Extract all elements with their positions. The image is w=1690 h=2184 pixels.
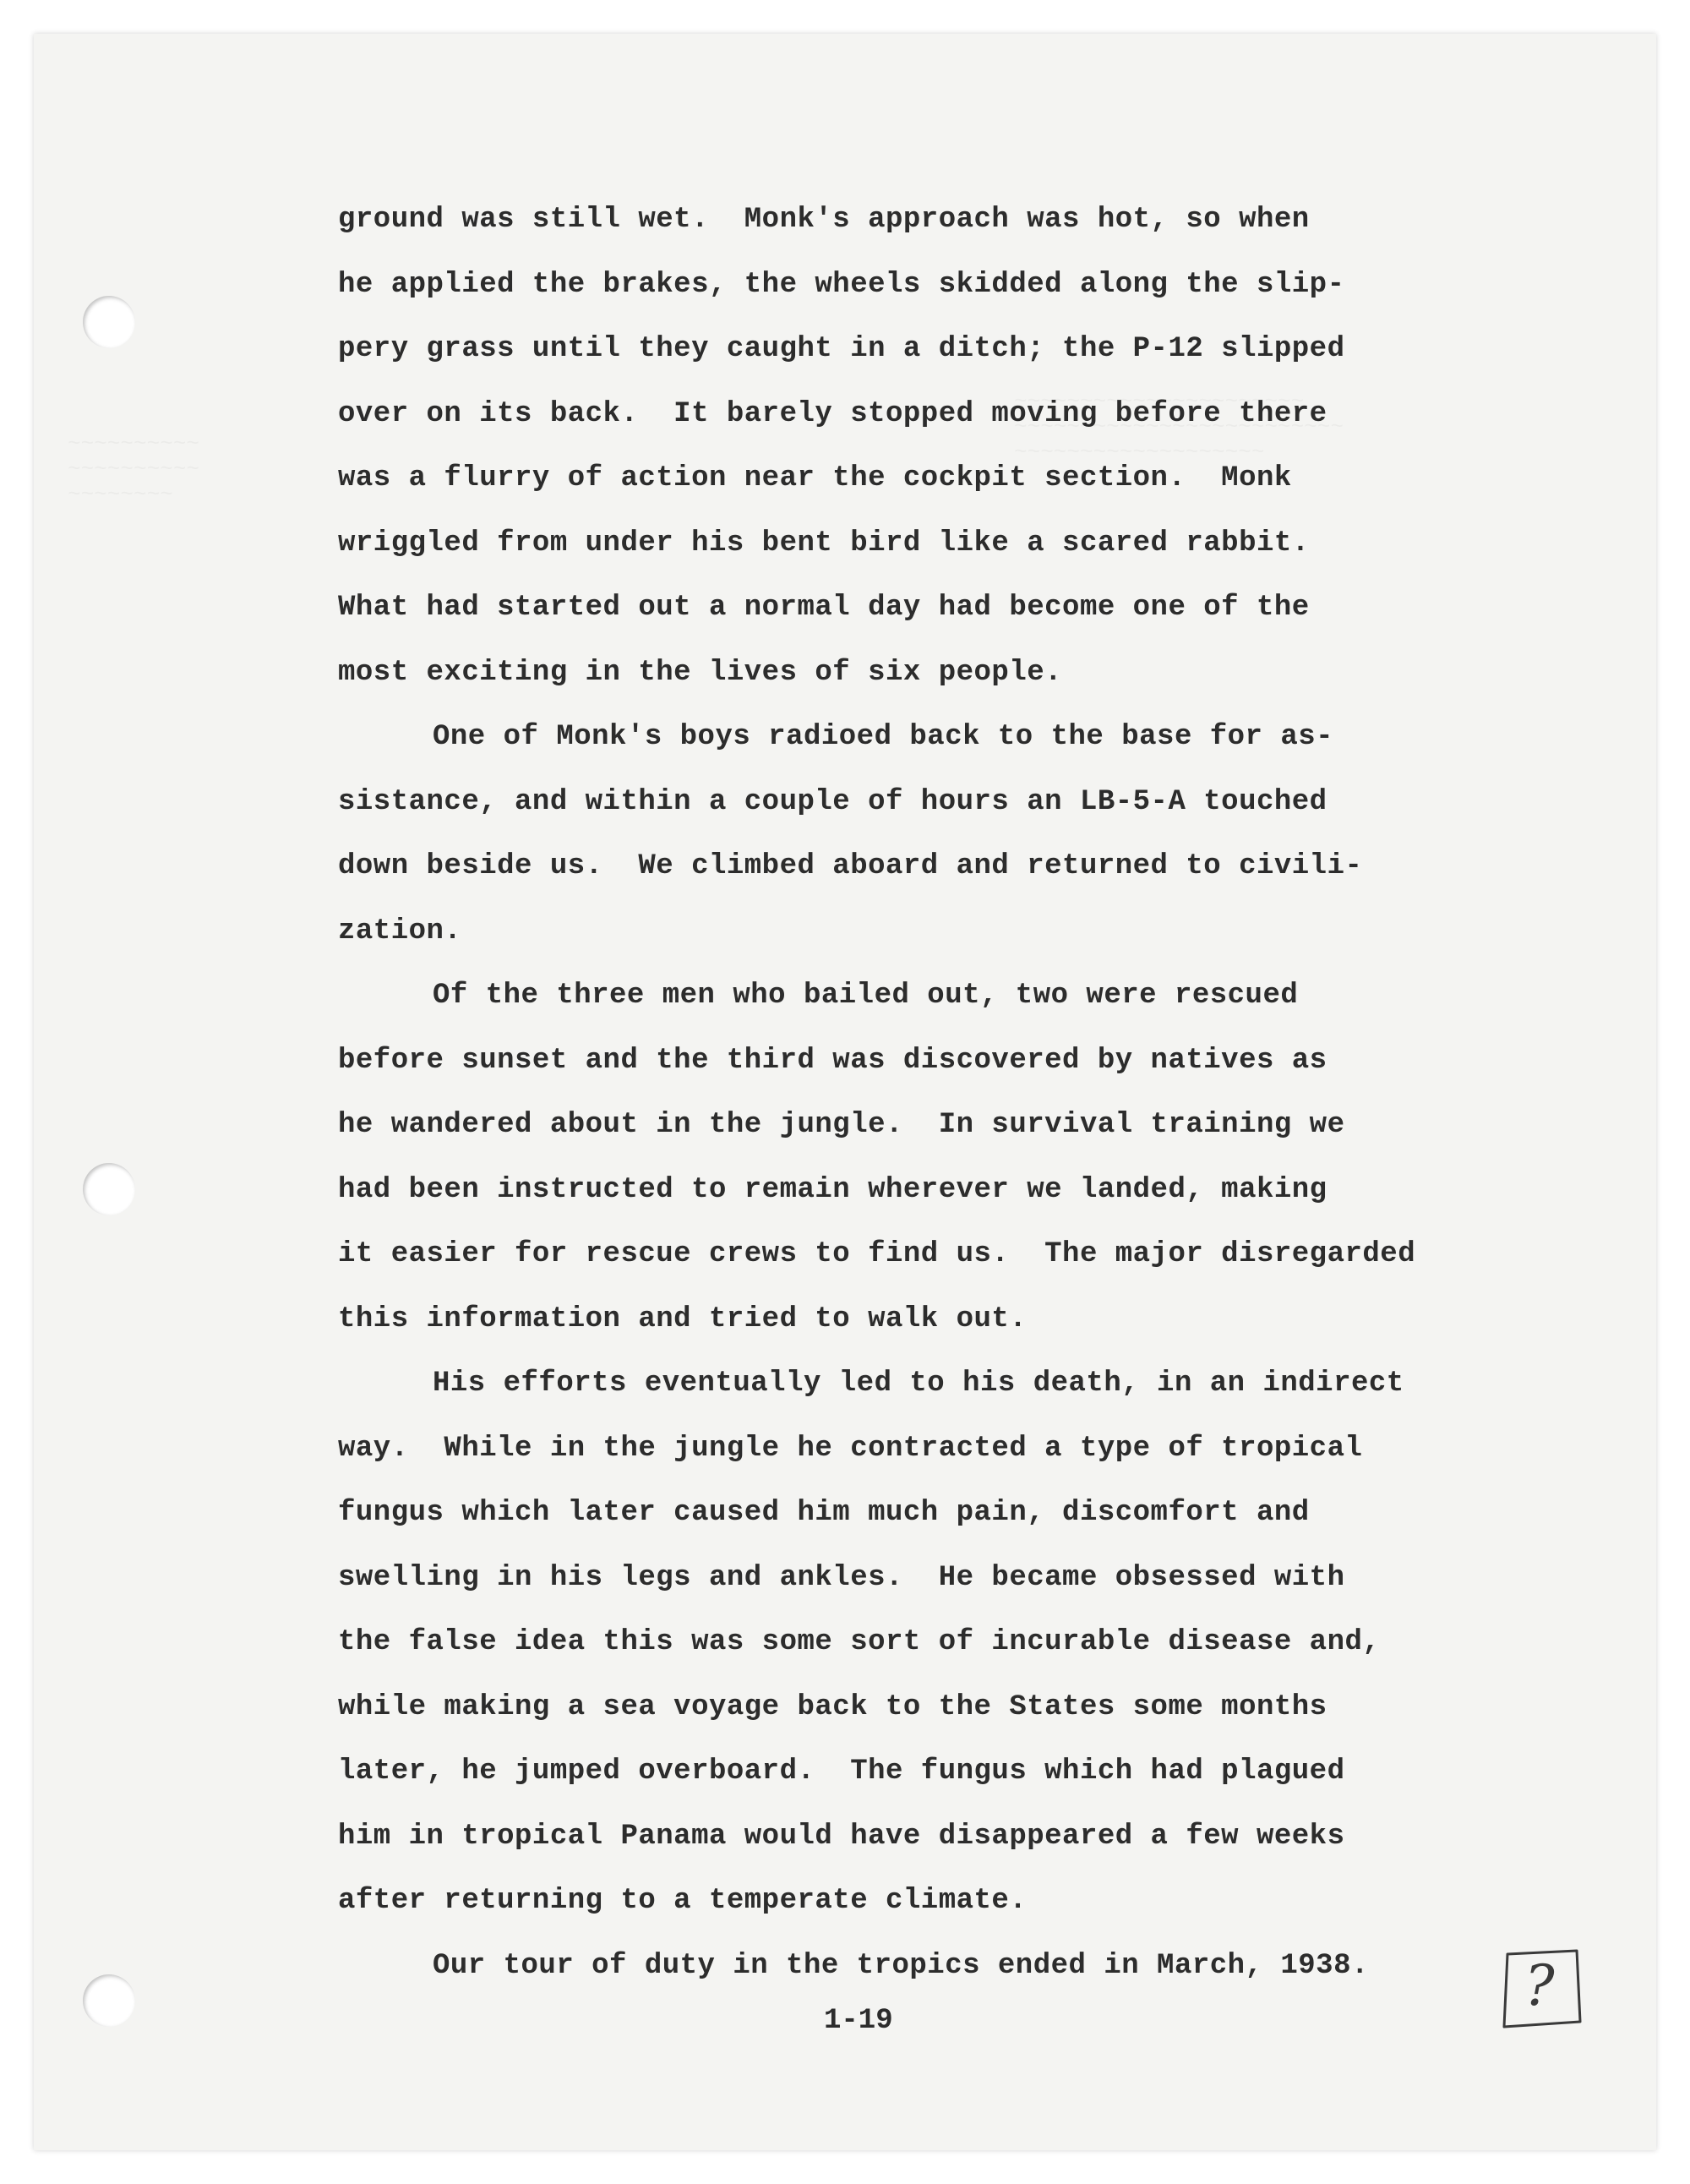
text-line: Our tour of duty in the tropics ended in March, 1938. [433,1949,1369,1982]
page-number: 1-19 [824,2005,893,2037]
text-line: before sunset and the third was discovered by natives as [338,1044,1327,1077]
text-line: swelling in his legs and ankles. He became obsessed with [338,1561,1345,1594]
text-line: wriggled from under his bent bird like a scared rabbit. [338,527,1310,560]
text-line: most exciting in the lives of six people. [338,656,1063,689]
punch-hole-top [83,296,135,348]
text-line: One of Monk's boys radioed back to the base for as- [433,721,1334,753]
handwritten-question-annotation [1496,1942,1589,2035]
text-line: he wandered about in the jungle. In survival training we [338,1109,1345,1141]
text-line: Of the three men who bailed out, two were rescued [433,980,1299,1012]
text-line: zation. [338,915,462,947]
text-line: sistance, and within a couple of hours an LB-5-A touched [338,785,1327,818]
text-line: over on its back. It barely stopped moving before there [338,397,1327,430]
text-line: ground was still wet. Monk's approach was hot, so when [338,204,1310,236]
text-line: What had started out a normal day had become one of the [338,592,1310,624]
text-line: the false idea this was some sort of incurable disease and, [338,1626,1381,1658]
text-line: fungus which later caused him much pain, discomfort and [338,1497,1310,1529]
bleed-through-text [68,431,199,507]
text-line: way. While in the jungle he contracted a type of tropical [338,1432,1363,1465]
text-line: after returning to a temperate climate. [338,1885,1028,1917]
text-line: was a flurry of action near the cockpit section. Monk [338,462,1292,494]
text-line: had been instructed to remain wherever we landed, making [338,1173,1327,1206]
text-line: he applied the brakes, the wheels skidded along the slip- [338,268,1345,301]
text-line: this information and tried to walk out. [338,1302,1028,1335]
document-page [34,34,1656,2150]
text-line: later, he jumped overboard. The fungus which had plagued [338,1755,1345,1788]
text-line: pery grass until they caught in a ditch; the P-12 slipped [338,333,1345,365]
text-line: him in tropical Panama would have disappeared a few weeks [338,1820,1345,1853]
annotation-text: ? [1524,1953,1555,2018]
text-line: while making a sea voyage back to the States some months [338,1690,1327,1723]
text-line: down beside us. We climbed aboard and returned to civili- [338,850,1363,882]
punch-hole-middle [83,1163,135,1215]
text-line: His efforts eventually led to his death, in an indirect [433,1368,1404,1400]
punch-hole-bottom [83,1974,135,2027]
text-line: it easier for rescue crews to find us. The major disregarded [338,1238,1416,1270]
